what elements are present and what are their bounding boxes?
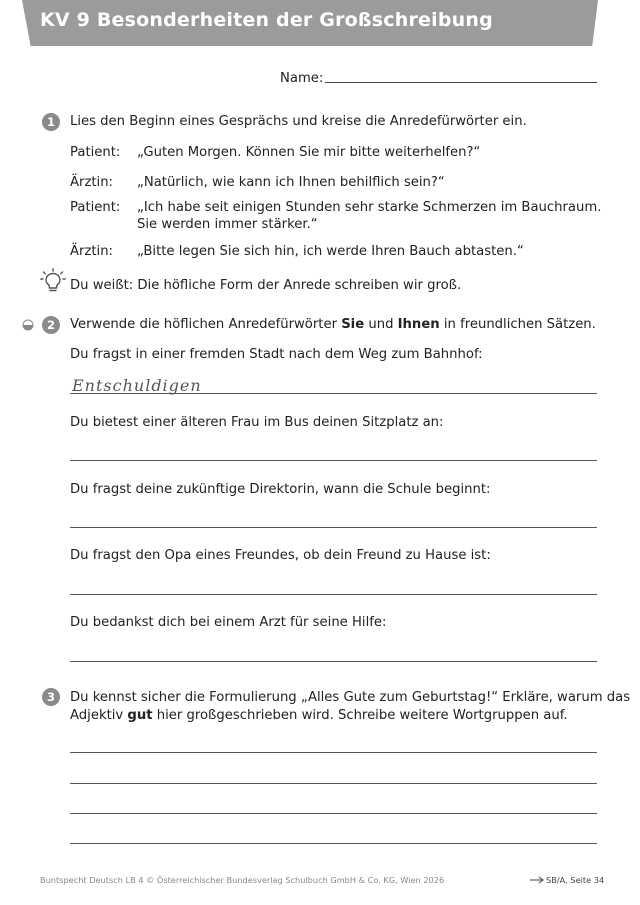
task-2-number: 2 [42,316,60,334]
dialogue-speaker: Patient: [70,145,121,160]
dialogue-speaker: Ärztin: [70,175,114,190]
prompt-text: Du fragst den Opa eines Freundes, ob dein Freund zu Hause ist: [70,548,491,563]
instruction-text: Adjektiv [70,708,128,723]
prompt-text: Du bietest einer älteren Frau im Bus deinen Sitzplatz an: [70,415,444,430]
answer-line[interactable] [70,813,597,814]
instruction-text: Verwende die höflichen Anredefürwörter [70,317,342,332]
name-label: Name: [280,71,324,86]
answer-line[interactable] [70,843,597,844]
answer-line[interactable] [70,661,597,662]
dialogue-line: Sie werden immer stärker.“ [137,217,318,232]
instruction-text: in freundlichen Sätzen. [439,317,596,332]
arrow-right-icon [530,876,544,884]
answer-line[interactable] [70,752,597,753]
lightbulb-icon [40,268,66,294]
bold-word-gut: gut [127,708,153,723]
half-circle-difficulty-icon [22,319,34,331]
page-title: KV 9 Besonderheiten der Großschreibung [40,9,493,31]
bold-word-sie: Sie [341,317,365,332]
footer-page-reference: SB/A, Seite 34 [546,875,605,885]
name-field-line[interactable] [325,82,597,83]
task-1-instruction: Lies den Beginn eines Gesprächs und kreise die Anredefürwörter ein. [70,114,527,129]
answer-line[interactable] [70,594,597,595]
instruction-text: hier großgeschrieben wird. Schreibe weitere Wortgruppen auf. [152,708,568,723]
task-3-line-2 [70,707,568,724]
dialogue-speaker: Ärztin: [70,244,114,259]
instruction-text: und [364,317,398,332]
answer-line[interactable] [70,460,597,461]
dialogue-line: „Bitte legen Sie sich hin, ich werde Ihren Bauch abtasten.“ [137,244,524,259]
tip-text: Du weißt: Die höfliche Form der Anrede schreiben wir groß. [70,278,462,293]
dialogue-line: „Natürlich, wie kann ich Ihnen behilflich sein?“ [137,175,445,190]
answer-line[interactable] [70,783,597,784]
task-3-number: 3 [42,688,60,706]
task-3-line-1: Du kennst sicher die Formulierung „Alles Gute zum Geburtstag!“ Erkläre, warum das [70,690,631,705]
task-2-instruction [70,316,596,333]
prompt-text: Du fragst in einer fremden Stadt nach dem Weg zum Bahnhof: [70,347,483,362]
dialogue-line: „Guten Morgen. Können Sie mir bitte weiterhelfen?“ [137,145,481,160]
prompt-text: Du fragst deine zukünftige Direktorin, wann die Schule beginnt: [70,482,491,497]
dialogue-line: „Ich habe seit einigen Stunden sehr starke Schmerzen im Bauchraum. [137,200,602,215]
bold-word-ihnen: Ihnen [397,317,440,332]
answer-line[interactable] [70,393,597,394]
dialogue-speaker: Patient: [70,200,121,215]
footer-copyright: Buntspecht Deutsch LB 4 © Österreichischer Bundesverlag Schulbuch GmbH & Co. KG, Wien 2026 [40,875,445,885]
task-1-number: 1 [42,113,60,131]
answer-line[interactable] [70,527,597,528]
handwritten-example: Entschuldigen [72,376,202,395]
prompt-text: Du bedankst dich bei einem Arzt für seine Hilfe: [70,615,387,630]
